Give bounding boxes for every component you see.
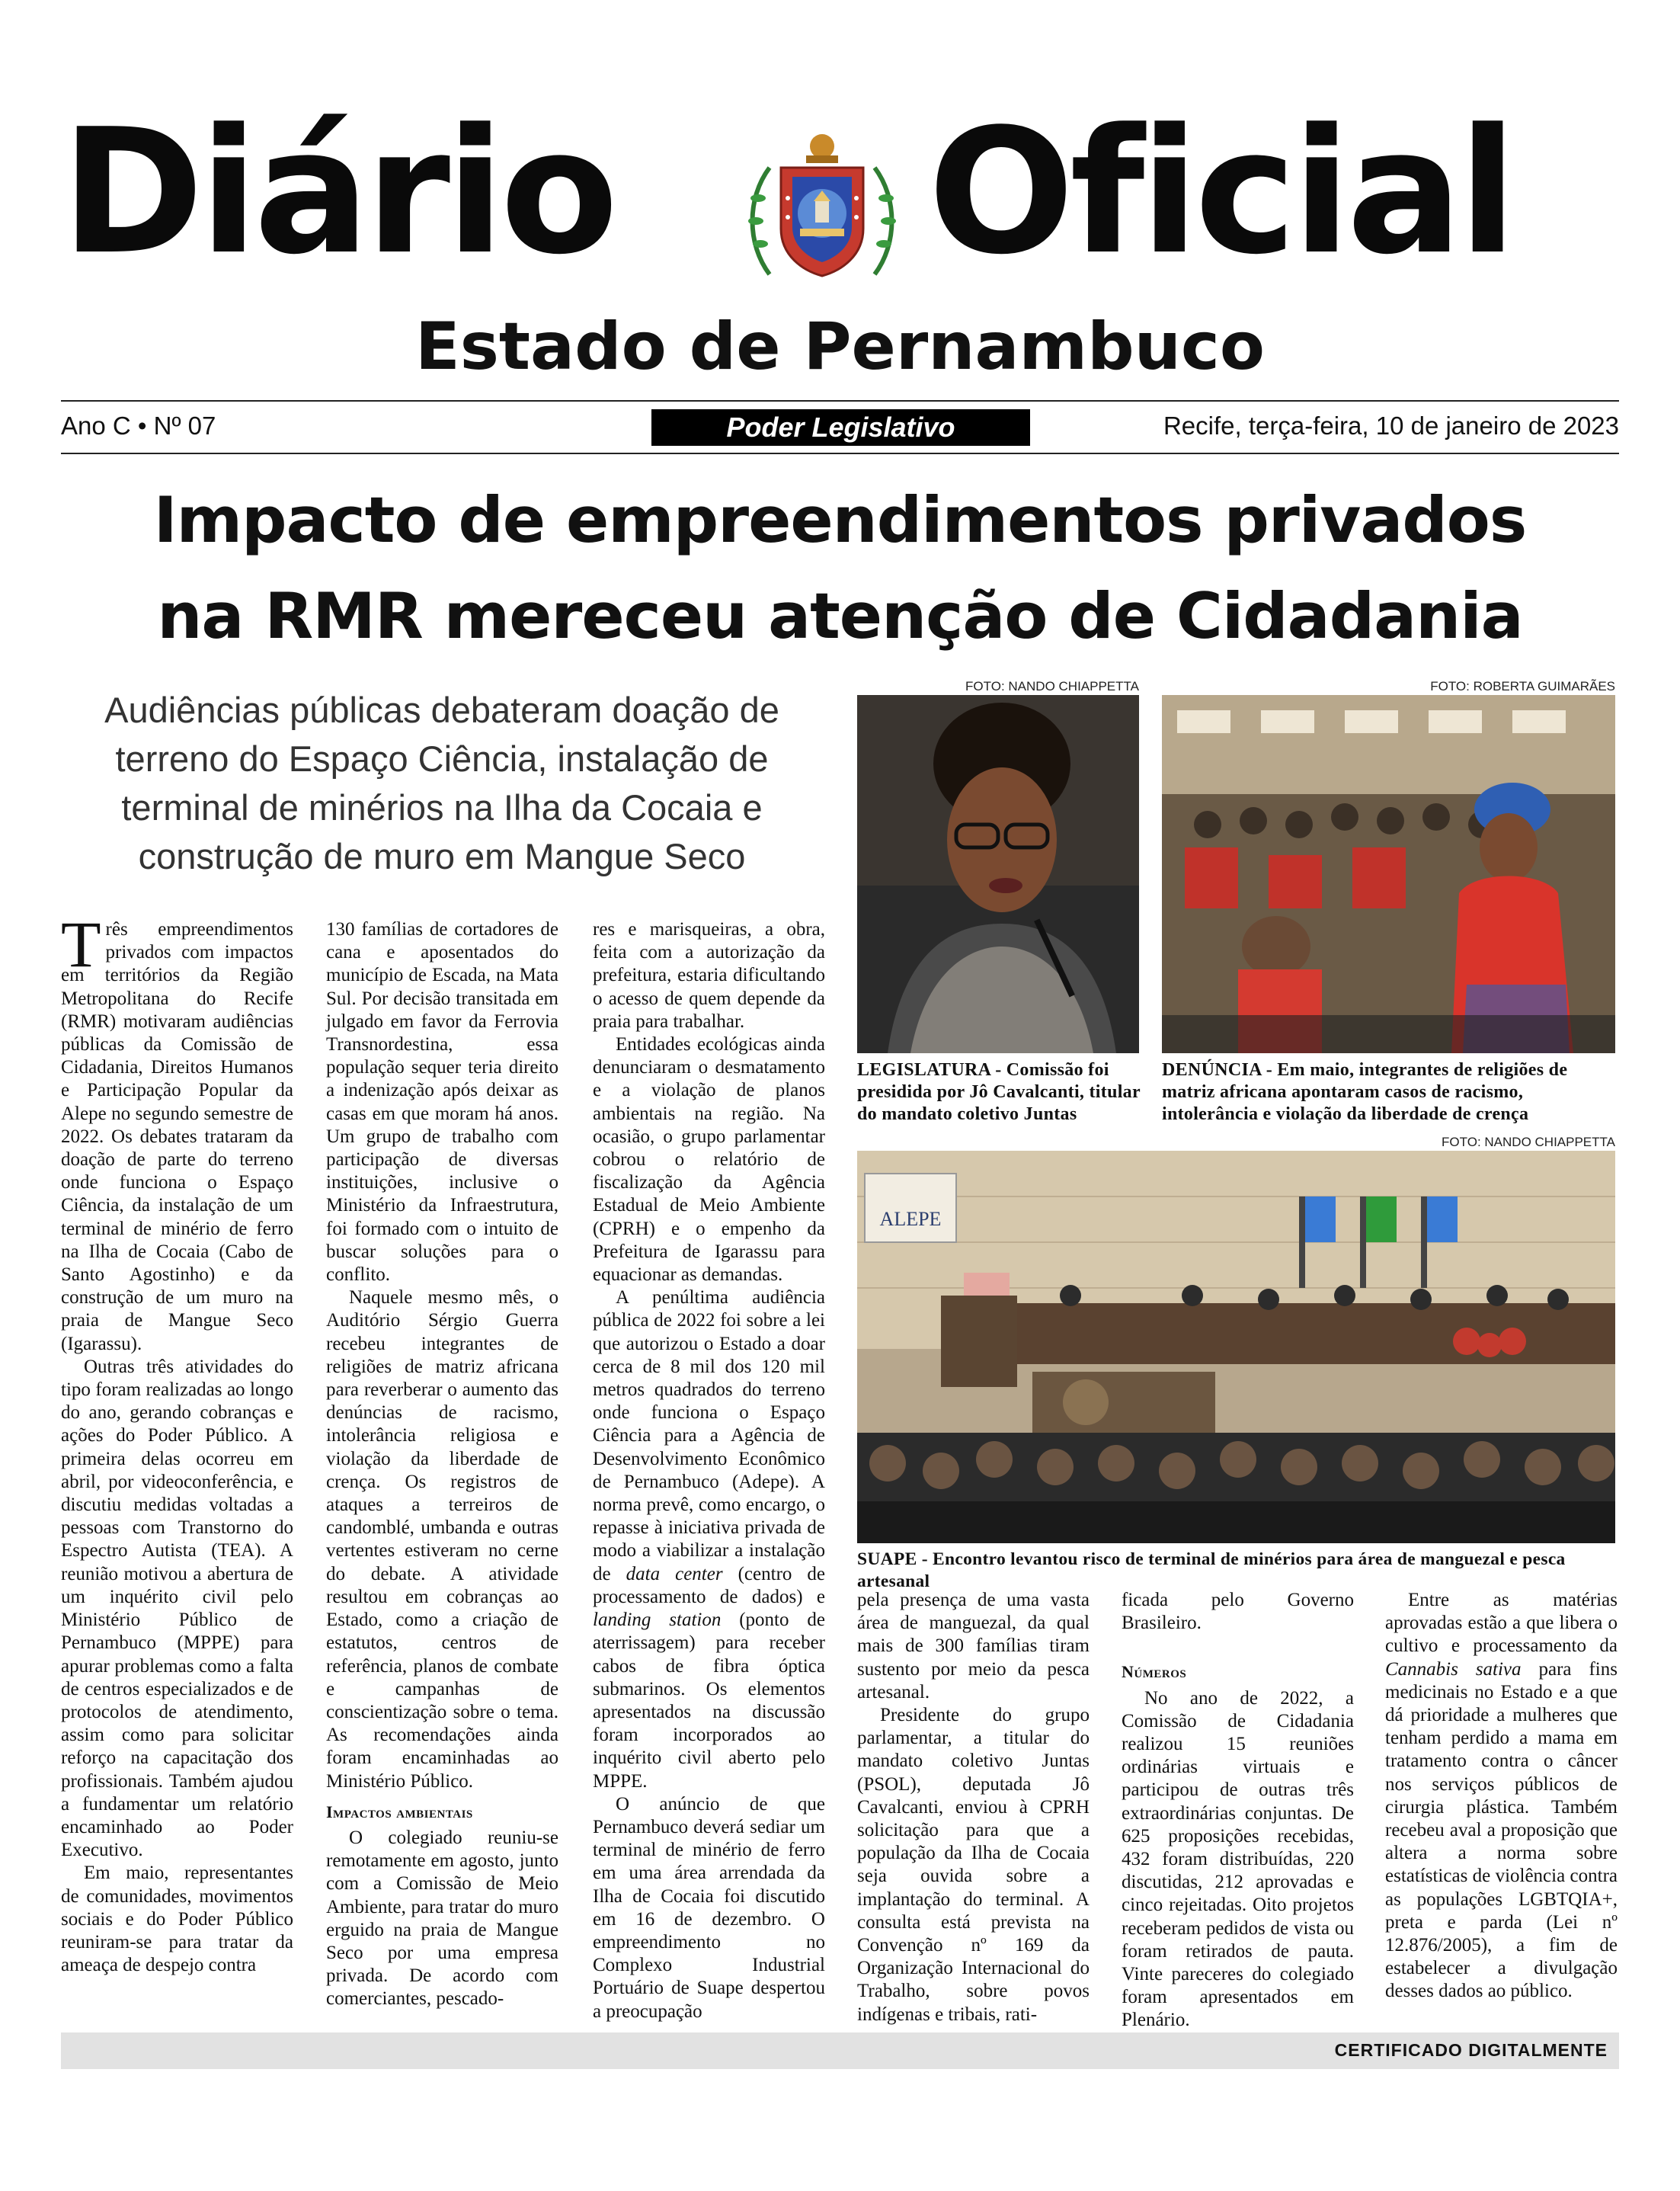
article-column-5 <box>1122 1589 1354 2032</box>
paragraph: Naquele mesmo mês, o Auditório Sérgio Guerra recebeu integrantes de religiões de matriz africana para reverberar o aumento das denúncias de racismo, intolerância religiosa e violação da liberdade de crença. Os registros de ataques a terreiros de candomblé, umbanda e outras vertentes estiveram no cerne do debate. A atividade resultou em cobranças ao Estado, como a criação de estatutos, centros de referência, planos de combate e campanhas de conscientização sobre o tema. As recomendações ainda foram encaminhadas ao Ministério Público. <box>326 1287 558 1792</box>
article-column-6 <box>1385 1589 1618 2004</box>
dateline: Recife, terça-feira, 10 de janeiro de 2023 <box>1163 412 1619 440</box>
paragraph: A penúltima audiência pública de 2022 foi sobre a lei que autorizou o Estado a doar cerca de 8 mil dos 120 mil metros quadrados do terreno onde funciona o Espaço Ciência para a Agência de Desenvolvimento Econômico de Pernambuco (Adepe). A norma prevê, como encargo, o repasse à iniciativa privada de modo a viabilizar a instalação de data center (centro de processamento de dados) e landing station (ponto de aterrissagem) para receber cabos de fibra óptica submarinos. Os elementos apresentados na discussão foram incorporados ao inquérito civil aberto pelo MPPE. <box>593 1287 826 1792</box>
paragraph: Entidades ecológicas ainda denunciaram o desmatamento e a violação de planos ambientais na região. Na ocasião, o grupo parlamentar cobrou o relatório de fiscalização da Agência Estadual de Meio Ambiente (CPRH) e o empenho da Prefeitura de Igarassu para equacionar as demandas. <box>593 1034 825 1286</box>
masthead-state: Estado de Pernambuco <box>415 309 1265 385</box>
branch-label: Poder Legislativo <box>651 409 1030 446</box>
paragraph: ficada pelo Governo Brasileiro. <box>1122 1590 1354 1634</box>
paragraph: res e marisqueiras, a obra, feita com a autorização da prefeitura, estaria dificultando o acesso de quem depende da praia para trabalhar. <box>593 919 825 1032</box>
photo-religious-hearing <box>1162 695 1615 1053</box>
article-column-3 <box>593 918 825 2023</box>
article-column-4 <box>857 1589 1090 2026</box>
paragraph: pela presença de uma vasta área de manguezal, da qual mais de 300 famílias tiram sustento por meio da pesca artesanal. <box>857 1590 1090 1703</box>
paragraph: O anúncio de que Pernambuco deverá sediar um terminal de minério de ferro em uma área arrendada da Ilha de Cocaia foi discutido em 16 de dezembro. O empreendimento no Complexo Industrial Portuário de Suape despertou a preocupação <box>593 1793 825 2022</box>
paragraph: 130 famílias de cortadores de cana e aposentados do município de Escada, na Mata Sul. Por decisão transitada em julgado em favor da Ferrovia Transnordestina, essa população sequer teria direito a indenização após deixar as casas em que moram há anos. Um grupo de trabalho com participação de diversas instituições, inclusive o Ministério da Infraestrutura, foi formado com o intuito de buscar soluções para o conflito. <box>326 919 558 1286</box>
masthead-title-right: Oficial <box>928 92 1513 293</box>
paragraph: Em maio, representantes de comunidades, movimentos sociais e do Poder Público reuniram-se para tratar da ameaça de despejo contra <box>61 1863 293 1976</box>
masthead-title-left: Diário <box>61 92 614 293</box>
paragraph: Outras três atividades do tipo foram realizadas ao longo do ano, gerando cobranças e ações do Poder Público. A primeira delas ocorreu em abril, por videoconferência, e discutiu medidas voltadas a pessoas com Transtorno do Espectro Autista (TEA). A reunião motivou a abertura de um inquérito civil pelo Ministério Público de Pernambuco (MPPE) para apurar problemas como a falta de centros especializados e de protocolos de atendimento, assim como para solicitar reforço na capacitação dos profissionais. Também ajudou a fundamentar um relatório encaminhado ao Poder Executivo. <box>61 1356 293 1861</box>
photo-jo-cavalcanti <box>857 695 1139 1053</box>
subhead: Audiências públicas debateram doação de terreno do Espaço Ciência, instalação de terminal de minérios na Ilha da Cocaia e construção de muro em Mangue Seco <box>104 690 779 876</box>
alepe-sign-text: ALEPE <box>879 1208 942 1230</box>
certified-label: CERTIFICADO DIGITALMENTE <box>1334 2040 1608 2060</box>
paragraph: Entre as matérias aprovadas estão a que libera o cultivo e processamento da Cannabis sativa para fins medicinais no Estado e a que dá prioridade a mulheres que tenham perdido a mama em tratamento contra o câncer nos serviços públicos de cirurgia plástica. Também recebeu aval a proposição que altera a norma sobre estatísticas de violência contra as populações LGBTQIA+, preta e parda (Lei nº 12.876/2005), a fim de estabelecer a divulgação desses dados ao público. <box>1385 1590 1618 2002</box>
masthead-bottom-rule <box>61 453 1619 454</box>
masthead-top-rule <box>61 400 1619 402</box>
coat-of-arms-icon <box>739 130 905 282</box>
headline <box>46 472 1634 665</box>
photo-credit: FOTO: NANDO CHIAPPETTA <box>1442 1135 1615 1149</box>
photo-credit: FOTO: NANDO CHIAPPETTA <box>965 679 1139 693</box>
section-heading: Números <box>1122 1662 1187 1682</box>
article-column-2 <box>326 918 558 2011</box>
paragraph: No ano de 2022, a Comissão de Cidadania realizou 15 reuniões ordinárias virtuais e participou de outras três extraordinárias conjuntas. De 625 proposições recebidas, 432 foram distribuídas, 220 discutidas, 212 aprovadas e cinco rejeitadas. Oito projetos receberam pedidos de vista ou foram retirados de pauta. Vinte pareceres do colegiado foram apresentados em Plenário. <box>1122 1687 1354 2031</box>
paragraph: Presidente do grupo parlamentar, a titular do mandato coletivo Juntas (PSOL), deputada Jô Cavalcanti, enviou à CPRH solicitação para que a população da Ilha de Cocaia seja ouvida sobre a implantação do terminal. A consulta está prevista na Convenção nº 169 da Organização Internacional do Trabalho, sobre povos indígenas e tribais, rati- <box>857 1705 1090 2025</box>
headline-line-2: na RMR mereceu atenção de Cidadania <box>157 579 1523 653</box>
section-heading: Impactos ambientais <box>326 1802 473 1821</box>
paragraph: Três empreendimentos privados com impactos em territórios da Região Metropolitana do Recife (RMR) motivaram audiências públicas da Comissão de Cidadania, Direitos Humanos e Participação Popular da Alepe no segundo semestre de 2022. Os debates trataram da doação de parte do terreno onde funciona o Espaço Ciência, da instalação de um terminal de minério de ferro na Ilha de Cocaia (Cabo de Santo Agostinho) e da construção de um muro na praia de Mangue Seco (Igarassu). <box>61 908 293 1354</box>
drop-cap: T <box>61 908 101 981</box>
article-column-1 <box>61 908 293 1977</box>
photo-plenary-session <box>857 1151 1615 1543</box>
photo-caption: LEGISLATURA - Comissão foi presidida por Jô Cavalcanti, titular do mandato coletivo Juntas <box>857 1060 1141 1124</box>
issue-number: Ano C • Nº 07 <box>61 412 216 440</box>
photo-caption: SUAPE - Encontro levantou risco de terminal de minérios para área de manguezal e pesca artesanal <box>857 1549 1566 1591</box>
photo-credit: FOTO: ROBERTA GUIMARÃES <box>1430 679 1615 693</box>
paragraph: O colegiado reuniu-se remotamente em agosto, junto com a Comissão de Meio Ambiente, para tratar do muro erguido na praia de Mangue Seco por uma empresa privada. De acordo com comerciantes, pescado- <box>326 1827 558 2010</box>
headline-line-1: Impacto de empreendimentos privados <box>153 483 1527 557</box>
photo-caption: DENÚNCIA - Em maio, integrantes de religiões de matriz africana apontaram casos de racismo, intolerância e violação da liberdade de crença <box>1162 1060 1568 1124</box>
